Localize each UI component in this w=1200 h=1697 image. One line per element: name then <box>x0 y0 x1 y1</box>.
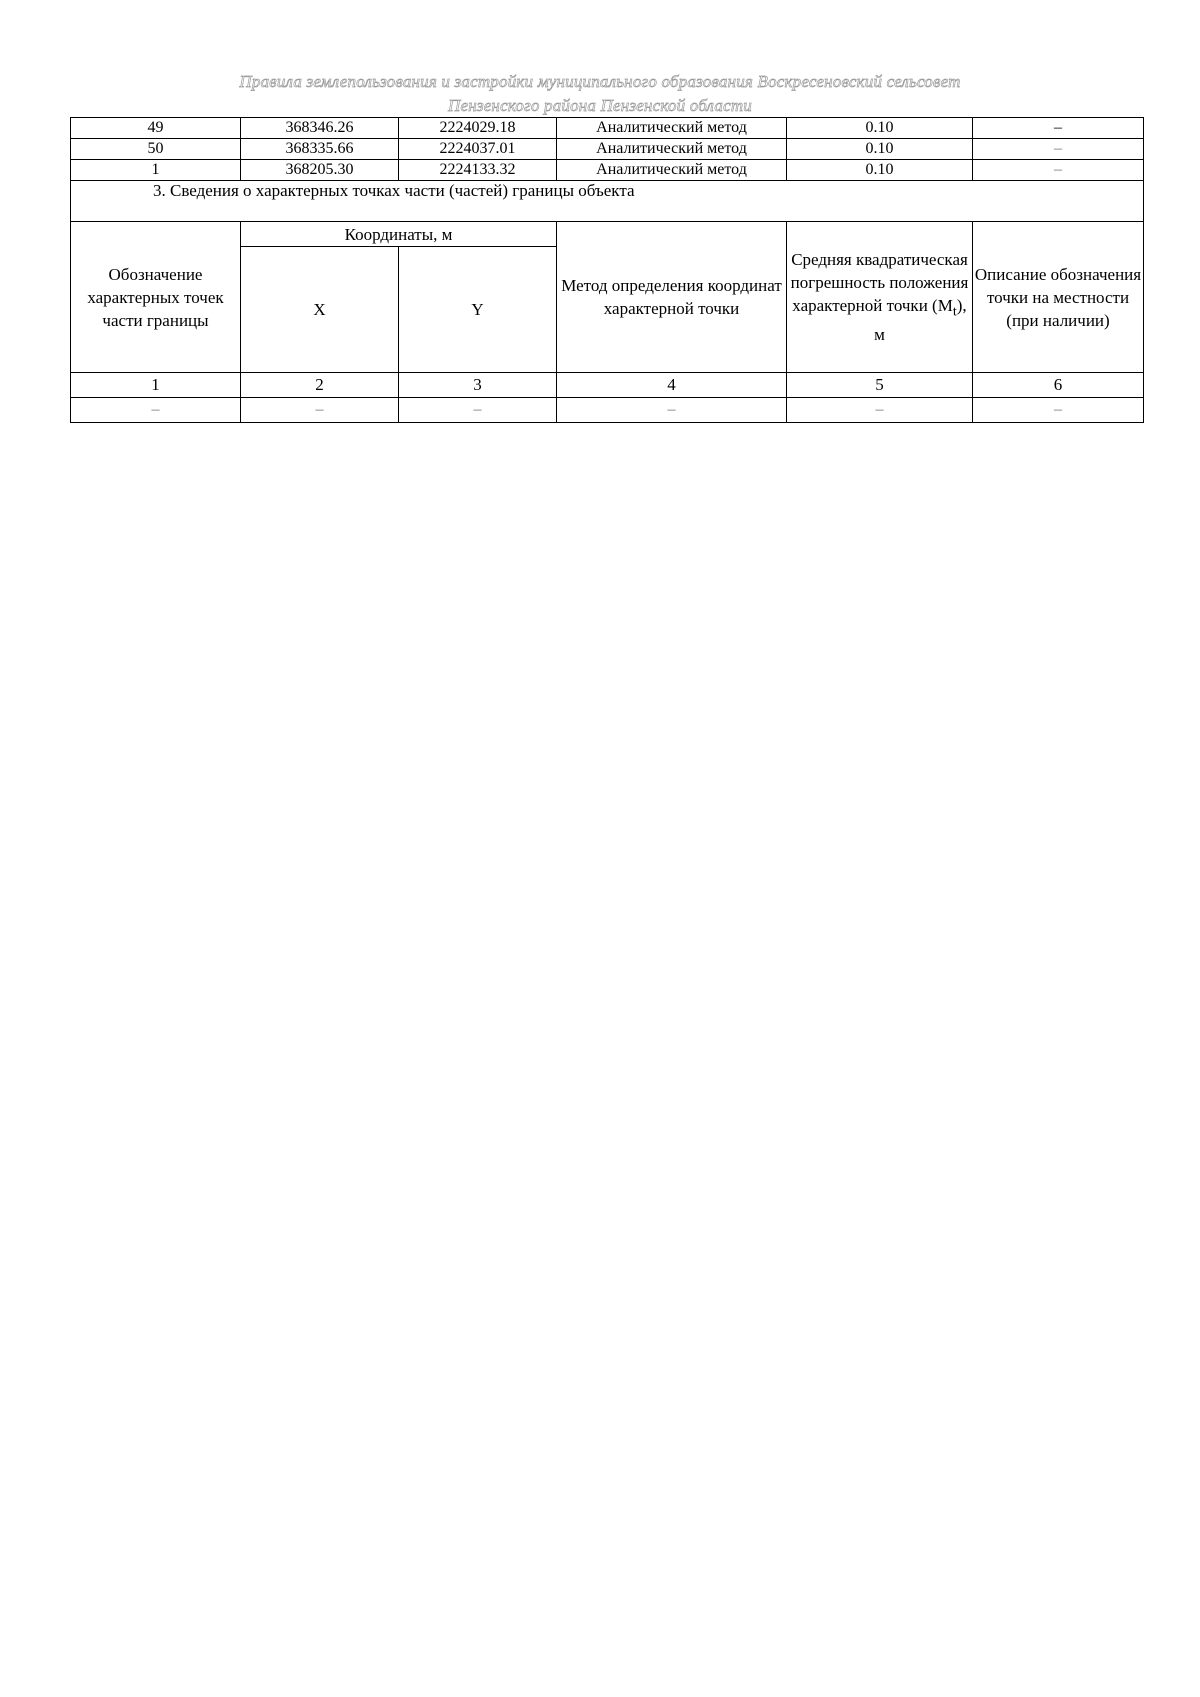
empty-cell: – <box>241 398 399 423</box>
page-header <box>0 70 1200 118</box>
y-coordinate-cell: 2224037.01 <box>399 139 557 160</box>
error-header-subscript: t <box>952 303 957 320</box>
error-cell: 0.10 <box>787 139 973 160</box>
table-row <box>71 139 1144 160</box>
error-header-text: Средняя квадратическая погрешность положения характерной точки (M <box>790 249 969 315</box>
section-title-row <box>71 181 1144 222</box>
x-coordinate-cell: 368346.26 <box>241 118 399 139</box>
column-number: 3 <box>399 373 557 398</box>
point-number-cell: 50 <box>71 139 241 160</box>
method-header: Метод определения координат характерной точки <box>557 222 787 373</box>
y-coordinate-cell: 2224029.18 <box>399 118 557 139</box>
empty-cell: – <box>557 398 787 423</box>
error-cell: 0.10 <box>787 118 973 139</box>
error-header <box>787 222 973 373</box>
description-header: Описание обозначения точки на местности (при наличии) <box>973 222 1144 373</box>
empty-cell: – <box>787 398 973 423</box>
column-number: 1 <box>71 373 241 398</box>
page-header-line-1: Правила землепользования и застройки муниципального образования Воскресеновский сельсовет <box>239 72 961 91</box>
method-cell: Аналитический метод <box>557 160 787 181</box>
description-cell: – <box>973 118 1144 139</box>
method-cell: Аналитический метод <box>557 118 787 139</box>
designation-header: Обозначение характерных точек части границы <box>71 222 241 373</box>
empty-cell: – <box>399 398 557 423</box>
point-number-cell: 49 <box>71 118 241 139</box>
column-number: 6 <box>973 373 1144 398</box>
y-header: Y <box>399 247 557 373</box>
error-header-unit: ), м <box>874 295 967 345</box>
error-cell: 0.10 <box>787 160 973 181</box>
column-number: 2 <box>241 373 399 398</box>
column-number-row <box>71 373 1144 398</box>
table-row <box>71 118 1144 139</box>
column-number: 4 <box>557 373 787 398</box>
x-coordinate-cell: 368205.30 <box>241 160 399 181</box>
x-coordinate-cell: 368335.66 <box>241 139 399 160</box>
method-cell: Аналитический метод <box>557 139 787 160</box>
header-row <box>71 222 1144 247</box>
y-coordinate-cell: 2224133.32 <box>399 160 557 181</box>
coordinates-table <box>70 117 1144 423</box>
description-cell: – <box>973 139 1144 160</box>
column-number: 5 <box>787 373 973 398</box>
page-header-line-2: Пензенского района Пензенской области <box>448 96 752 115</box>
table-row <box>71 160 1144 181</box>
point-number-cell: 1 <box>71 160 241 181</box>
empty-cell: – <box>71 398 241 423</box>
table-row <box>71 398 1144 423</box>
description-cell: – <box>973 160 1144 181</box>
empty-cell: – <box>973 398 1144 423</box>
coordinates-header: Координаты, м <box>241 222 557 247</box>
section-title: 3. Сведения о характерных точках части (частей) границы объекта <box>71 181 1144 222</box>
x-header: X <box>241 247 399 373</box>
